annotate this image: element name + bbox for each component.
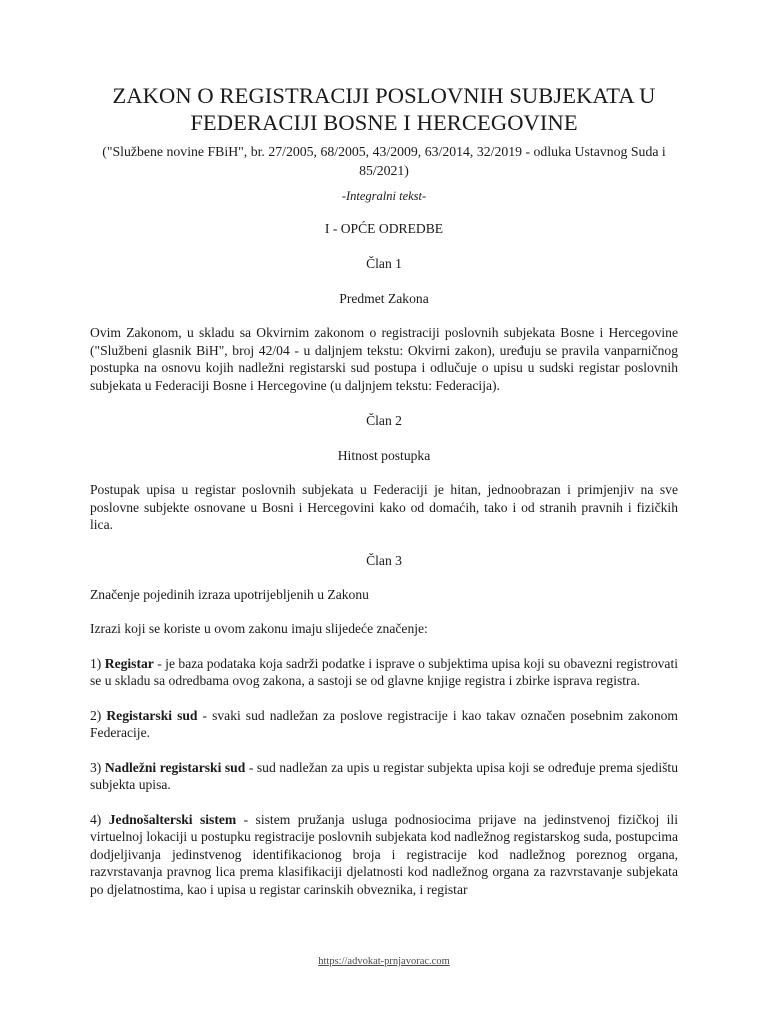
definition-number: 1) [90,655,102,671]
section-heading: I - OPĆE ODREDBE [324,221,444,236]
definition-term: Jednošalterski sistem [108,811,237,827]
definition-item-4 [90,811,678,899]
definition-item-1 [90,655,678,690]
document-title [90,82,678,136]
definition-text: - sud nadležan za upis u registar subjekta upisa koji se određuje prema sjedištu subjekta upisa. [90,759,678,792]
definition-number: 3) [90,759,102,775]
footer-link[interactable]: https://advokat-prnjavorac.com [318,956,450,967]
article-1-subheading: Predmet Zakona [339,291,429,306]
gazette-reference: ("Službene novine FBiH", br. 27/2005, 68/2005, 43/2009, 63/2014, 32/2019 - odluka Ustavnog Suda i 85/2021) [102,144,666,178]
article-3-heading: Član 3 [366,552,402,568]
definition-term: Registar [104,655,154,671]
definition-number: 2) [90,707,102,723]
document-page [90,82,678,915]
article-2-heading: Član 2 [366,413,402,428]
definition-item-2 [90,707,678,742]
definition-term: Nadležni registarski sud [104,759,246,775]
title-line-2: FEDERACIJI BOSNE I HERCEGOVINE [190,110,578,135]
title-line-1: ZAKON O REGISTRACIJI POSLOVNIH SUBJEKATA U [112,83,656,108]
definition-number: 4) [90,811,102,827]
article-3-subheading: Značenje pojedinih izraza upotrijebljenih u Zakonu [90,586,369,602]
definition-text: - sistem pružanja usluga podnosiocima prijave na jedinstvenoj fizičkoj ili virtuelnoj lokaciji u postupku registracije poslovnih subjekata kod nadležnog registarskog suda, postupcima dodjeljivanja jedinstvenog identifikacionog broja i registracije kod nadležnog poreznog organa, razvrstavanja pravnog lica prema klasifikaciji djelatnosti kod nadležnog organa za razvrstavanje subjekata po djelatnostima, kao i upisa u registar carinskih obveznika, i registar [90,811,678,897]
article-2-text: Postupak upisa u registar poslovnih subjekata u Federaciji je hitan, jednoobrazan i primjenjiv na sve poslovne subjekte osnovane u Bosni i Hercegovini kako od domaćih, tako i od stranih pravnih i fizičkih lica. [90,482,678,532]
definition-text: - svaki sud nadležan za poslove registracije i kao takav označen posebnim zakonom Federacije. [90,707,678,740]
integral-text-note: -Integralni tekst- [341,189,427,203]
definition-text: - je baza podataka koja sadrži podatke i isprave o subjektima upisa koji su obavezni registrovati se u skladu sa odredbama ovog zakona, a sastoji se od glavne knjige registra i zbirke isprava registra. [90,655,678,688]
definition-item-3 [90,759,678,794]
article-1-text: Ovim Zakonom, u skladu sa Okvirnim zakonom o registraciji poslovnih subjekata Bosne i Hercegovine ("Službeni glasnik BiH", broj 42/04 - u daljnjem tekstu: Okvirni zakon), uređuju se pravila vanparničnog postupka na osnovu kojih nadležni registarski sud postupa i odlučuje o upisu u sudski registar poslovnih subjekata u Federaciji Bosne i Hercegovine (u daljnjem tekstu: Federacija). [90,325,678,393]
definition-term: Registarski sud [106,707,198,723]
article-2-subheading: Hitnost postupka [337,448,431,463]
article-3-intro: Izrazi koji se koriste u ovom zakonu imaju slijedeće značenje: [90,621,428,636]
article-1-heading: Član 1 [366,256,402,271]
